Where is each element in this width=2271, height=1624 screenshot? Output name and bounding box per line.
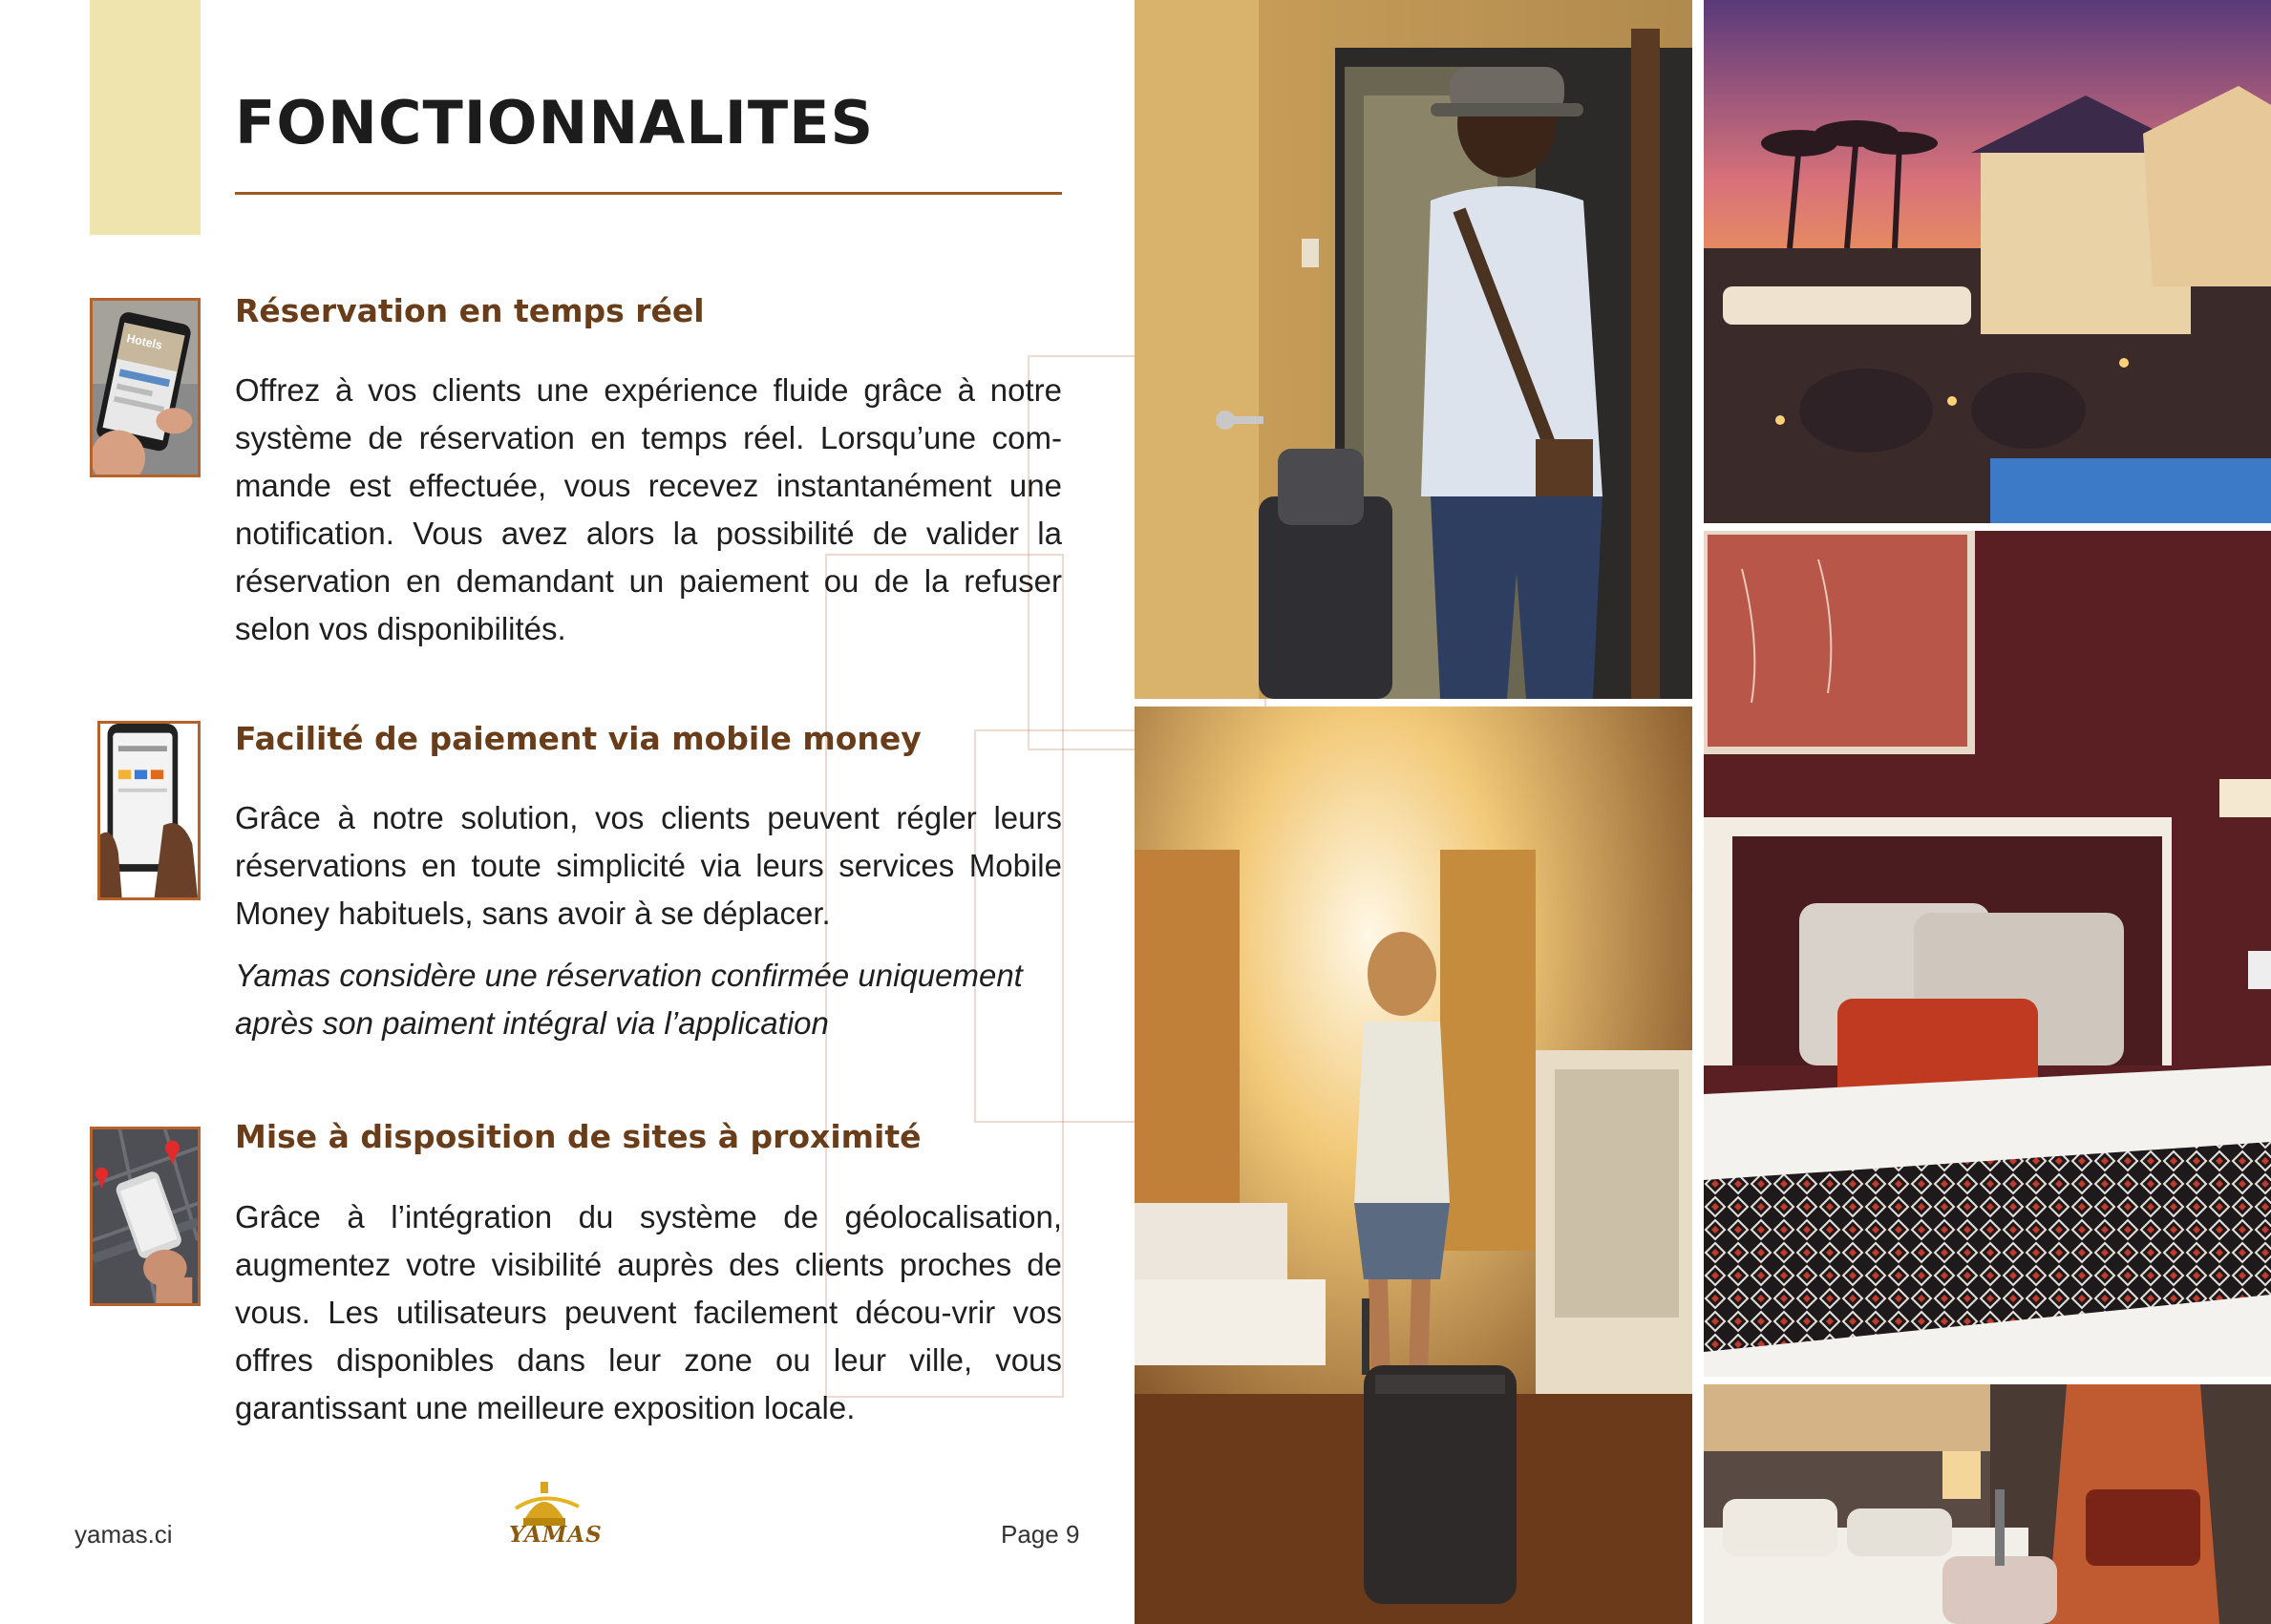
footer-website: yamas.ci [74, 1520, 173, 1549]
yamas-logo-text: YAMAS [509, 1522, 603, 1548]
feature-body: Offrez à vos clients une expérience fluide grâce à notre système de réservation en temps réel. Lorsqu’une com-mande est effectuée, vous recevez instantanément une notification. Vous avez alors la possibilité de valider la réservation en demandant un paiement ou de la refuser selon vos disponibilités. [235, 372, 1062, 646]
photo-woman-hotel-room [1135, 707, 1692, 1624]
photo-room-suitcase [1704, 1384, 2271, 1624]
feature-body: Grâce à l’intégration du système de géolocalisation, augmentez votre visibilité auprès des clients proches de vous. Les utilisateurs peuvent facilement décou-vrir vos offres disponibles dans leur zone ou leur ville, vous garantissant une meilleure exposition locale. [235, 1199, 1062, 1425]
feature-note: Yamas considère une réservation confirmée uniquement après son paiment intégral via l’application [235, 958, 1023, 1041]
mobile-money-phone-icon [97, 721, 201, 900]
photo-rooftop-lounge [1704, 0, 2271, 523]
photo-hotel-bed [1704, 531, 2271, 1377]
accent-bar [90, 0, 201, 235]
phone-hotel-booking-icon [90, 298, 201, 477]
feature-heading: Réservation en temps réel [235, 292, 705, 329]
photo-traveler-doorway [1135, 0, 1692, 699]
page-number: Page 9 [1001, 1520, 1080, 1549]
thumb-hotels-label: Hotels [125, 331, 164, 352]
feature-heading: Mise à disposition de sites à proximité [235, 1118, 922, 1155]
title-divider [235, 192, 1062, 195]
feature-heading: Facilité de paiement via mobile money [235, 720, 922, 757]
feature-body: Grâce à notre solution, vos clients peuvent régler leurs réservations en toute simplicité via leurs services Mobile Money habituels, sans avoir à se déplacer. [235, 800, 1062, 931]
map-location-pin-icon [90, 1127, 201, 1306]
page-title: FONCTIONNALITES [235, 88, 875, 158]
